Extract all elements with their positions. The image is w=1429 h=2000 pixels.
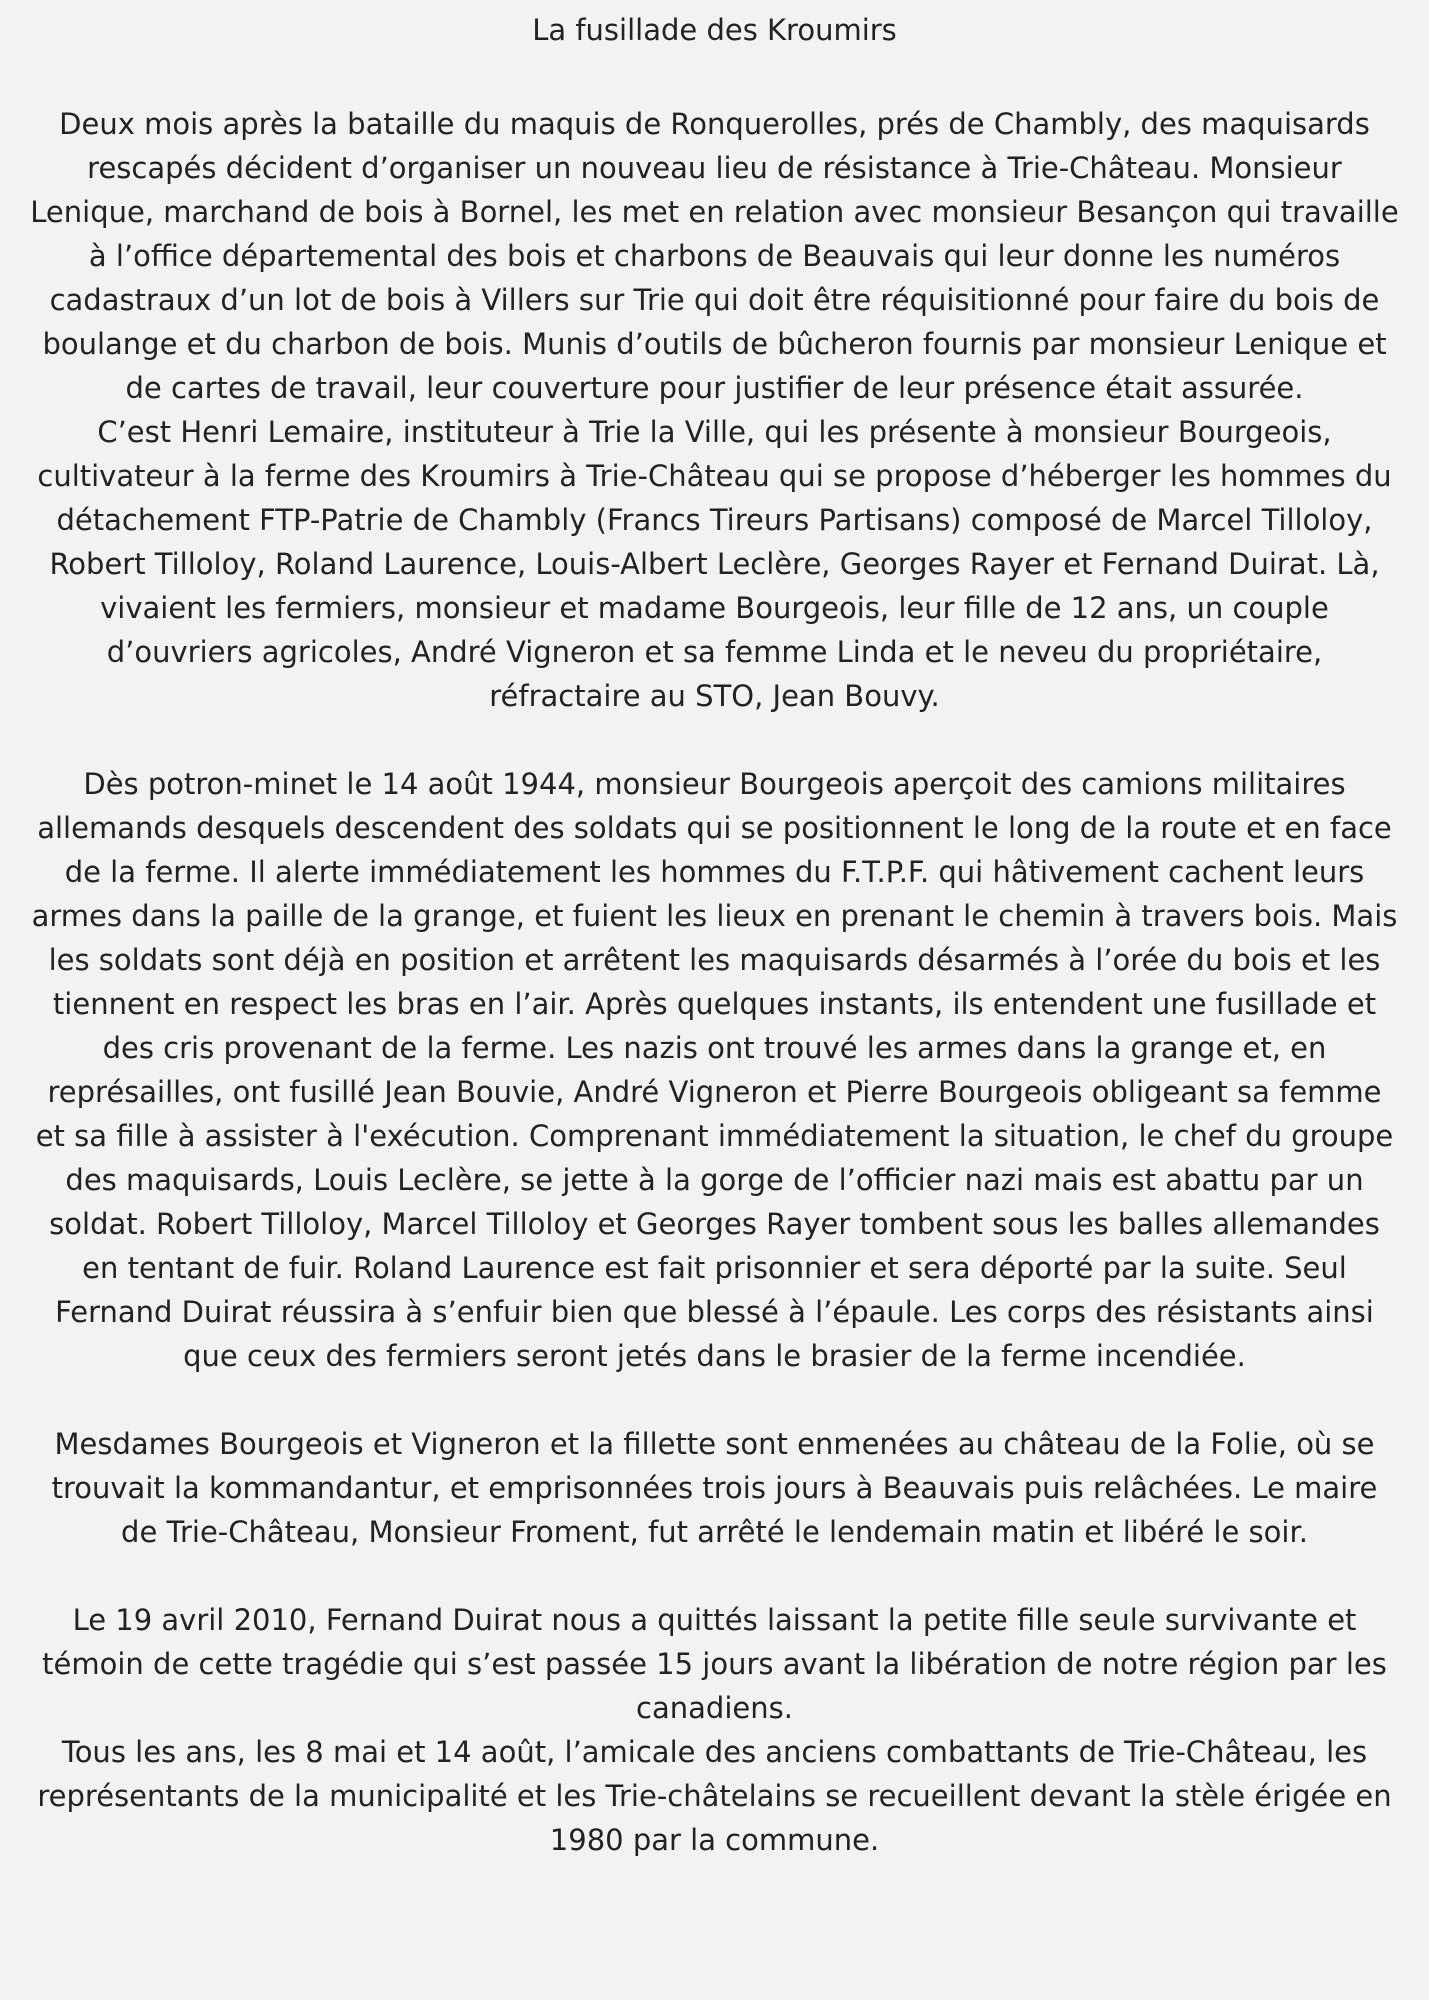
paragraph-spacer xyxy=(30,718,1399,762)
paragraph-commemoration: Tous les ans, les 8 mai et 14 août, l’amicale des anciens combattants de Trie-Château, les représentants de la municipalité et les Trie-châtelains se recueillent devant la stèle érigée en 1980 par la commune. xyxy=(37,1735,1392,1857)
paragraph-spacer xyxy=(30,1554,1399,1598)
paragraph-ferme-kroumirs: C’est Henri Lemaire, instituteur à Trie la Ville, qui les présente à monsieur Bourgeois, cultivateur à la ferme des Kroumirs à Trie-Château qui se propose d’héberger les hommes du détachement FTP-Patrie de Chambly (Francs Tireurs Partisans) composé de Marcel Tilloloy, Robert Tilloloy, Roland Laurence, Louis-Albert Leclère, Georges Rayer et Fernand Duirat. Là, vivaient les fermiers, monsieur et madame Bourgeois, leur fille de 12 ans, un couple d’ouvriers agricoles, André Vigneron et sa femme Linda et le neveu du propriétaire, réfractaire au STO, Jean Bouvy. xyxy=(37,415,1392,713)
paragraph-fusillade: Dès potron-minet le 14 août 1944, monsieur Bourgeois aperçoit des camions militaires allemands desquels descendent des soldats qui se positionnent le long de la route et en face de la ferme. Il alerte immédiatement les hommes du F.T.P.F. qui hâtivement cachent leurs armes dans la paille de la grange, et fuient les lieux en prenant le chemin à travers bois. Mais les soldats sont déjà en position et arrêtent les maquisards désarmés à l’orée du bois et les tiennent en respect les bras en l’air. Après quelques instants, ils entendent une fusillade et des cris provenant de la ferme. Les nazis ont trouvé les armes dans la grange et, en représailles, ont fusillé Jean Bouvie, André Vigneron et Pierre Bourgeois obligeant sa femme et sa fille à assister à l'exécution. Comprenant immédiatement la situation, le chef du groupe des maquisards, Louis Leclère, se jette à la gorge de l’officier nazi mais est abattu par un soldat. Robert Tilloloy, Marcel Tilloloy et Georges Rayer tombent sous les balles allemandes en tentant de fuir. Roland Laurence est fait prisonnier et sera déporté par la suite. Seul Fernand Duirat réussira à s’enfuir bien que blessé à l’épaule. Les corps des résistants ainsi que ceux des fermiers seront jetés dans le brasier de la ferme incendiée. xyxy=(31,767,1398,1373)
paragraph-maquis-origin: Deux mois après la bataille du maquis de Ronquerolles, prés de Chambly, des maquisards rescapés décident d’organiser un nouveau lieu de résistance à Trie-Château. Monsieur Lenique, marchand de bois à Bornel, les met en relation avec monsieur Besançon qui travaille à l’office départemental des bois et charbons de Beauvais qui leur donne les numéros cadastraux d’un lot de bois à Villers sur Trie qui doit être réquisitionné pour faire du bois de boulange et du charbon de bois. Munis d’outils de bûcheron fournis par monsieur Lenique et de cartes de travail, leur couverture pour justifier de leur présence était assurée. xyxy=(30,107,1399,405)
document-title: La fusillade des Kroumirs xyxy=(532,13,897,47)
paragraph-prisonnieres: Mesdames Bourgeois et Vigneron et la fillette sont enmenées au château de la Folie, où se trouvait la kommandantur, et emprisonnées trois jours à Beauvais puis relâchées. Le maire de Trie-Château, Monsieur Froment, fut arrêté le lendemain matin et libéré le soir. xyxy=(51,1427,1378,1549)
paragraph-spacer xyxy=(30,1378,1399,1422)
paragraph-survivante: Le 19 avril 2010, Fernand Duirat nous a quittés laissant la petite fille seule survivante et témoin de cette tragédie qui s’est passée 15 jours avant la libération de notre région par les canadiens. xyxy=(42,1603,1387,1725)
